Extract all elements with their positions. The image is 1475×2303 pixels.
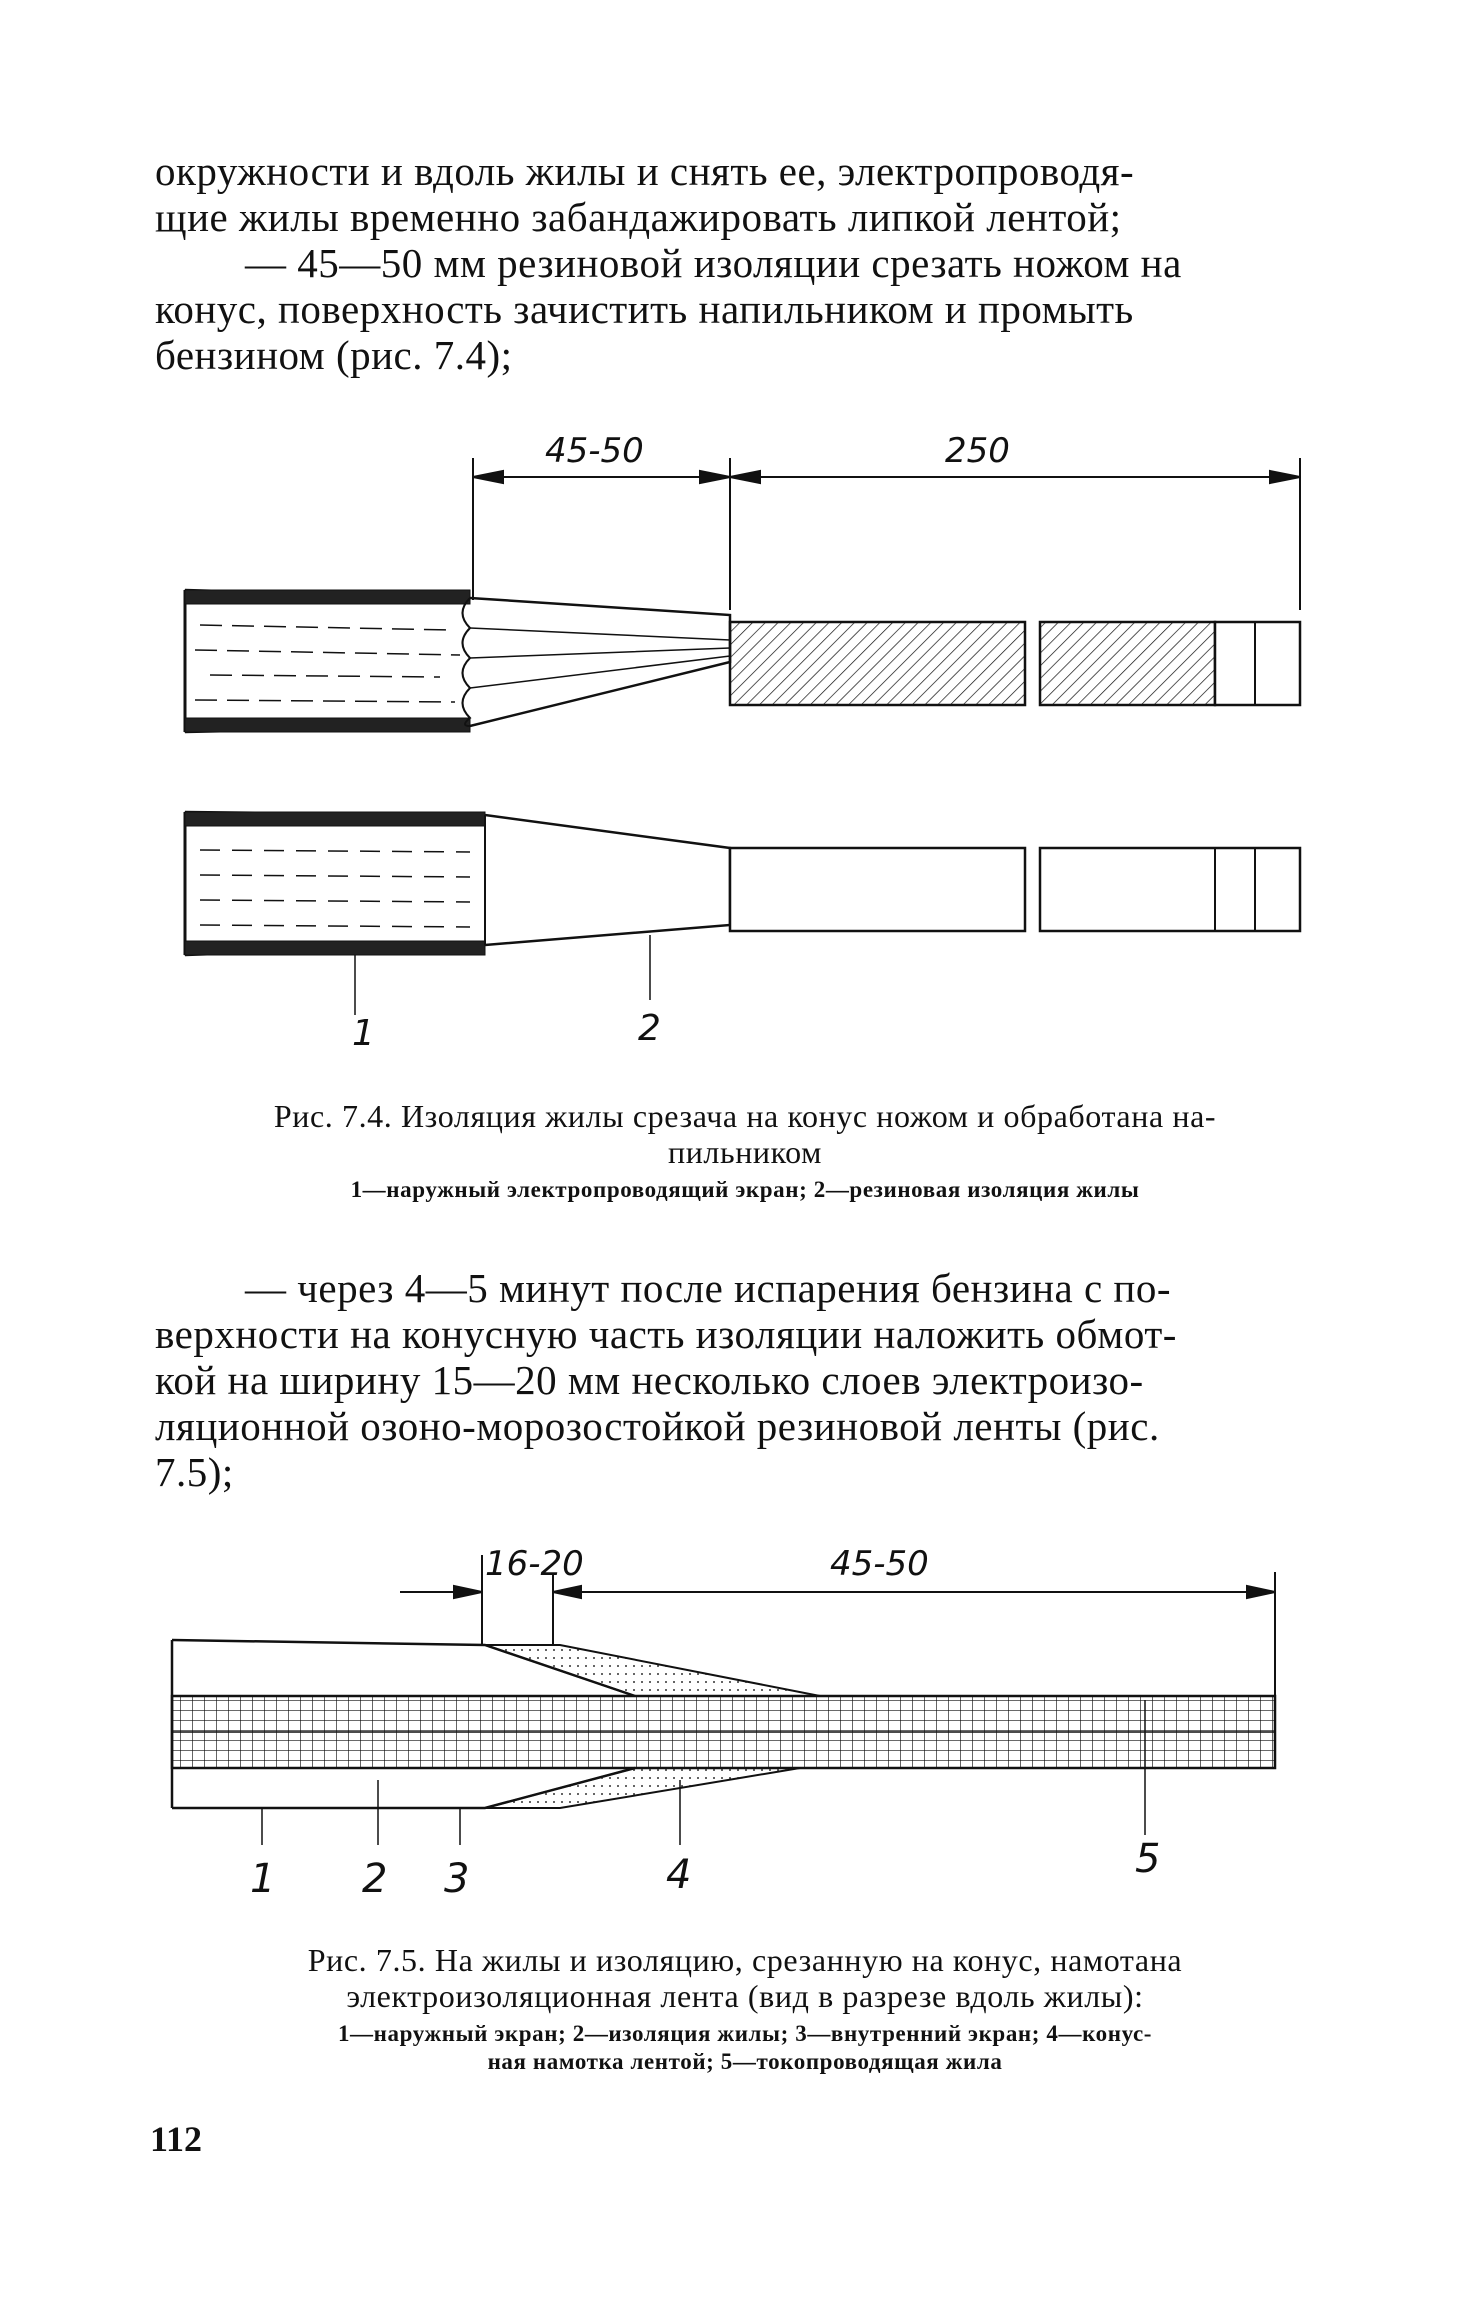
- paragraph-2: [155, 1265, 1335, 1495]
- dimension-45-50: 45-50: [545, 431, 644, 471]
- label-5: 5: [1135, 1836, 1161, 1882]
- label-2: 2: [638, 1008, 661, 1049]
- text-line: верхности на конусную часть изоляции наложить обмот-: [155, 1311, 1177, 1357]
- figure-7-5: [0, 1500, 1475, 1920]
- text-line: щие жилы временно забандажировать липкой лентой;: [155, 194, 1122, 240]
- figure-7-4: [0, 0, 1475, 1070]
- dimension-250: 250: [945, 431, 1010, 471]
- text-line: — 45—50 мм резиновой изоляции срезать ножом на: [245, 240, 1182, 286]
- caption-line: пильником: [667, 1134, 823, 1170]
- section-drawing: [172, 1640, 1275, 1845]
- caption-line: Рис. 7.5. На жилы и изоляцию, срезанную на конус, намотана: [307, 1942, 1183, 1978]
- text-line: конус, поверхность зачистить напильником и промыть: [155, 286, 1134, 332]
- caption-line: Рис. 7.4. Изоляция жилы срезача на конус ножом и обработана на-: [273, 1098, 1217, 1134]
- figure-7-4-caption: [150, 1098, 1340, 1204]
- text-line: — через 4—5 минут после испарения бензина с по-: [245, 1265, 1172, 1311]
- lower-cable-drawing: [185, 812, 1300, 1015]
- text-line: бензином (рис. 7.4);: [155, 332, 513, 378]
- caption-line: электроизоляционная лента (вид в разрезе вдоль жилы):: [346, 1978, 1144, 2014]
- label-2: 2: [362, 1856, 388, 1902]
- label-4: 4: [666, 1852, 692, 1898]
- legend-line: ная намотка лентой; 5—токопроводящая жила: [487, 2049, 1003, 2074]
- dimension-45-50: 45-50: [830, 1544, 929, 1584]
- label-1: 1: [352, 1013, 375, 1054]
- figure-7-4-legend: 1—наружный электропроводящий экран; 2—резиновая изоляция жилы: [350, 1177, 1140, 1202]
- text-line: окружности и вдоль жилы и снять ее, электропроводя-: [155, 148, 1135, 194]
- page-number: 112: [150, 2119, 203, 2159]
- text-line: кой на ширину 15—20 мм несколько слоев электроизо-: [155, 1357, 1144, 1403]
- label-3: 3: [444, 1856, 470, 1902]
- label-1: 1: [250, 1856, 276, 1902]
- upper-cable-drawing: [185, 590, 1300, 732]
- text-line: ляционной озоно-морозостойкой резиновой ленты (рис.: [155, 1403, 1160, 1449]
- dimension-16-20: 16-20: [485, 1544, 584, 1584]
- text-line: 7.5);: [155, 1449, 234, 1495]
- dimension-lines: [473, 458, 1300, 610]
- legend-line: 1—наружный экран; 2—изоляция жилы; 3—внутренний экран; 4—конус-: [337, 2021, 1153, 2046]
- figure-7-5-caption: [150, 1942, 1340, 2076]
